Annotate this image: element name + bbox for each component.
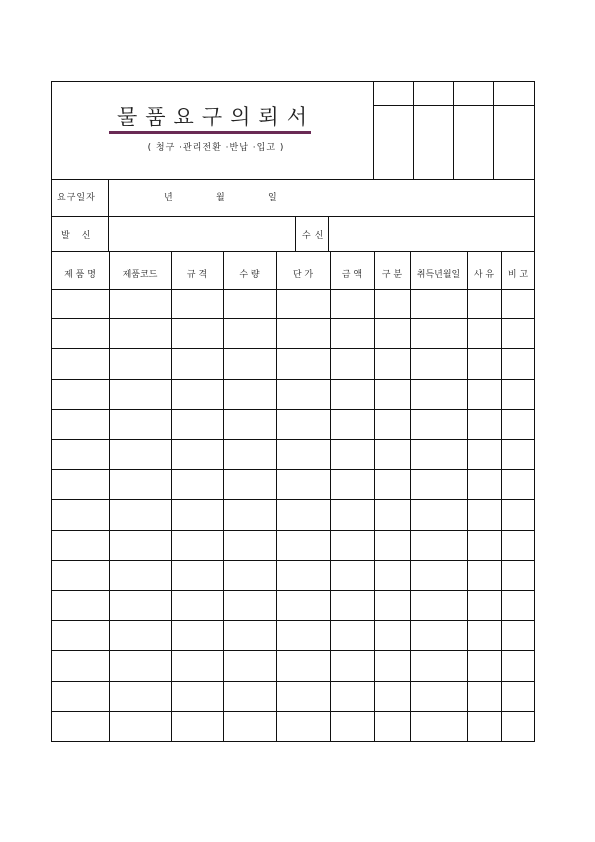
table-cell[interactable]	[501, 712, 535, 742]
column-divider	[171, 251, 172, 742]
table-cell[interactable]	[467, 651, 501, 680]
table-cell[interactable]	[501, 531, 535, 560]
table-cell[interactable]	[330, 651, 374, 680]
table-cell[interactable]	[501, 349, 535, 378]
table-cell[interactable]	[410, 621, 467, 650]
table-cell[interactable]	[467, 591, 501, 620]
form-subtitle: ( 청구 ·관리전환 ·반납 ·입고 )	[147, 143, 285, 153]
date-month-label: 월	[216, 193, 231, 203]
table-cell[interactable]	[330, 319, 374, 348]
table-cell[interactable]	[467, 561, 501, 590]
table-cell[interactable]	[374, 651, 410, 680]
table-cell[interactable]	[374, 591, 410, 620]
table-cell[interactable]	[109, 591, 171, 620]
table-cell[interactable]	[223, 712, 276, 742]
table-cell[interactable]	[410, 349, 467, 378]
request-form	[51, 81, 535, 742]
table-cell[interactable]	[374, 440, 410, 469]
table-cell[interactable]	[410, 319, 467, 348]
table-cell[interactable]	[109, 682, 171, 711]
table-cell[interactable]	[330, 500, 374, 529]
table-cell[interactable]	[171, 621, 223, 650]
table-cell[interactable]	[171, 410, 223, 439]
column-header: 수 량	[239, 270, 260, 280]
table-cell[interactable]	[171, 712, 223, 742]
table-cell[interactable]	[171, 319, 223, 348]
table-cell[interactable]	[374, 531, 410, 560]
table-cell[interactable]	[223, 561, 276, 590]
table-cell[interactable]	[501, 410, 535, 439]
table-cell[interactable]	[410, 380, 467, 409]
table-cell[interactable]	[276, 561, 330, 590]
table-cell[interactable]	[171, 561, 223, 590]
table-cell[interactable]	[501, 319, 535, 348]
table-cell[interactable]	[276, 289, 330, 318]
table-cell[interactable]	[501, 591, 535, 620]
column-divider	[501, 251, 502, 742]
table-cell[interactable]	[501, 470, 535, 499]
column-divider	[223, 251, 224, 742]
table-row	[51, 319, 535, 349]
table-body	[51, 289, 535, 742]
table-cell[interactable]	[223, 380, 276, 409]
table-cell[interactable]	[51, 561, 109, 590]
table-cell[interactable]	[109, 651, 171, 680]
table-cell[interactable]	[51, 682, 109, 711]
table-cell[interactable]	[171, 500, 223, 529]
table-cell[interactable]	[109, 289, 171, 318]
table-cell[interactable]	[410, 561, 467, 590]
approval-box-divider	[493, 81, 494, 179]
table-cell[interactable]	[51, 651, 109, 680]
table-row	[51, 621, 535, 651]
table-cell[interactable]	[109, 470, 171, 499]
table-cell[interactable]	[410, 440, 467, 469]
table-cell[interactable]	[330, 410, 374, 439]
table-cell[interactable]	[223, 531, 276, 560]
table-cell[interactable]	[467, 289, 501, 318]
table-cell[interactable]	[276, 682, 330, 711]
table-cell[interactable]	[501, 380, 535, 409]
table-cell[interactable]	[467, 621, 501, 650]
table-cell[interactable]	[374, 319, 410, 348]
table-cell[interactable]	[51, 621, 109, 650]
title-underline	[109, 131, 311, 134]
table-cell[interactable]	[51, 410, 109, 439]
table-cell[interactable]	[501, 440, 535, 469]
table-cell[interactable]	[501, 682, 535, 711]
table-cell[interactable]	[330, 470, 374, 499]
table-cell[interactable]	[223, 500, 276, 529]
column-header: 제품코드	[122, 270, 158, 280]
table-cell[interactable]	[109, 531, 171, 560]
table-row	[51, 349, 535, 379]
column-divider	[109, 251, 110, 742]
table-cell[interactable]	[276, 440, 330, 469]
table-cell[interactable]	[276, 319, 330, 348]
approval-box-divider	[413, 81, 414, 179]
table-cell[interactable]	[330, 621, 374, 650]
table-cell[interactable]	[374, 410, 410, 439]
table-cell[interactable]	[109, 621, 171, 650]
table-cell[interactable]	[171, 651, 223, 680]
column-divider	[330, 251, 331, 742]
table-cell[interactable]	[109, 712, 171, 742]
table-cell[interactable]	[410, 712, 467, 742]
table-cell[interactable]	[223, 410, 276, 439]
table-cell[interactable]	[467, 712, 501, 742]
form-title: 물품요구의뢰서	[116, 105, 315, 129]
table-row	[51, 500, 535, 530]
table-cell[interactable]	[410, 410, 467, 439]
table-cell[interactable]	[51, 319, 109, 348]
table-cell[interactable]	[51, 440, 109, 469]
date-year-label: 년	[164, 193, 179, 203]
table-row	[51, 531, 535, 561]
table-cell[interactable]	[171, 591, 223, 620]
column-divider	[467, 251, 468, 742]
column-header: 금 액	[341, 270, 363, 280]
table-cell[interactable]	[276, 591, 330, 620]
table-cell[interactable]	[171, 349, 223, 378]
table-cell[interactable]	[330, 561, 374, 590]
table-cell[interactable]	[51, 349, 109, 378]
table-cell[interactable]	[51, 470, 109, 499]
table-cell[interactable]	[276, 531, 330, 560]
table-cell[interactable]	[467, 319, 501, 348]
table-cell[interactable]	[171, 380, 223, 409]
table-cell[interactable]	[467, 349, 501, 378]
table-cell[interactable]	[374, 621, 410, 650]
table-cell[interactable]	[171, 470, 223, 499]
label-divider	[328, 216, 329, 251]
table-cell[interactable]	[374, 500, 410, 529]
table-cell[interactable]	[276, 500, 330, 529]
table-cell[interactable]	[51, 712, 109, 742]
column-header: 제 품 명	[64, 270, 96, 280]
table-cell[interactable]	[501, 561, 535, 590]
table-cell[interactable]	[276, 621, 330, 650]
table-cell[interactable]	[467, 440, 501, 469]
table-row	[51, 651, 535, 681]
table-cell[interactable]	[330, 289, 374, 318]
row-divider	[51, 179, 535, 180]
table-cell[interactable]	[51, 380, 109, 409]
column-header: 구 분	[381, 270, 403, 280]
table-cell[interactable]	[374, 470, 410, 499]
table-cell[interactable]	[171, 682, 223, 711]
table-cell[interactable]	[109, 410, 171, 439]
receiver-label: 수신	[302, 231, 328, 241]
table-cell[interactable]	[51, 531, 109, 560]
label-divider	[108, 216, 109, 251]
table-cell[interactable]	[467, 500, 501, 529]
table-cell[interactable]	[276, 380, 330, 409]
column-divider	[276, 251, 277, 742]
approval-box-header-line	[373, 105, 535, 106]
table-cell[interactable]	[501, 621, 535, 650]
table-cell[interactable]	[374, 289, 410, 318]
table-cell[interactable]	[374, 712, 410, 742]
table-cell[interactable]	[276, 651, 330, 680]
label-divider	[108, 179, 109, 216]
column-divider	[410, 251, 411, 742]
table-cell[interactable]	[223, 440, 276, 469]
table-cell[interactable]	[374, 349, 410, 378]
table-cell[interactable]	[330, 380, 374, 409]
table-cell[interactable]	[171, 531, 223, 560]
table-cell[interactable]	[410, 591, 467, 620]
table-cell[interactable]	[223, 682, 276, 711]
column-header: 규 격	[186, 270, 208, 280]
table-cell[interactable]	[109, 500, 171, 529]
row-divider	[51, 216, 535, 217]
table-cell[interactable]	[223, 319, 276, 348]
table-row	[51, 470, 535, 500]
column-header: 취득년월일	[416, 270, 461, 280]
table-cell[interactable]	[467, 531, 501, 560]
request-date-label: 요구일자	[57, 193, 96, 203]
column-header: 비 고	[507, 270, 529, 280]
table-row	[51, 289, 535, 319]
table-top-line	[51, 251, 535, 252]
column-header: 사 유	[473, 270, 495, 280]
table-cell[interactable]	[410, 531, 467, 560]
table-cell[interactable]	[51, 500, 109, 529]
approval-box-divider	[453, 81, 454, 179]
table-cell[interactable]	[374, 561, 410, 590]
table-cell[interactable]	[109, 561, 171, 590]
table-cell[interactable]	[109, 440, 171, 469]
table-cell[interactable]	[467, 682, 501, 711]
table-row	[51, 380, 535, 410]
table-cell[interactable]	[51, 591, 109, 620]
table-cell[interactable]	[467, 470, 501, 499]
table-cell[interactable]	[410, 500, 467, 529]
column-header: 단 가	[292, 270, 314, 280]
table-row	[51, 561, 535, 591]
table-cell[interactable]	[223, 591, 276, 620]
table-row	[51, 440, 535, 470]
table-cell[interactable]	[501, 500, 535, 529]
date-day-label: 일	[268, 193, 283, 203]
table-cell[interactable]	[410, 289, 467, 318]
table-cell[interactable]	[51, 289, 109, 318]
table-cell[interactable]	[276, 349, 330, 378]
approval-box-border	[373, 81, 374, 179]
table-cell[interactable]	[410, 682, 467, 711]
table-cell[interactable]	[223, 651, 276, 680]
table-cell[interactable]	[330, 591, 374, 620]
table-cell[interactable]	[374, 380, 410, 409]
table-cell[interactable]	[501, 651, 535, 680]
table-cell[interactable]	[467, 380, 501, 409]
table-row	[51, 410, 535, 440]
table-cell[interactable]	[330, 712, 374, 742]
table-cell[interactable]	[374, 682, 410, 711]
table-row	[51, 591, 535, 621]
column-divider	[374, 251, 375, 742]
table-cell[interactable]	[223, 470, 276, 499]
table-cell[interactable]	[410, 470, 467, 499]
table-cell[interactable]	[171, 440, 223, 469]
table-cell[interactable]	[171, 289, 223, 318]
table-cell[interactable]	[223, 349, 276, 378]
table-cell[interactable]	[276, 712, 330, 742]
table-row	[51, 682, 535, 712]
table-cell[interactable]	[109, 349, 171, 378]
table-cell[interactable]	[410, 651, 467, 680]
table-cell[interactable]	[330, 682, 374, 711]
table-cell[interactable]	[109, 319, 171, 348]
table-cell[interactable]	[330, 531, 374, 560]
table-cell[interactable]	[330, 349, 374, 378]
label-divider	[295, 216, 296, 251]
table-cell[interactable]	[330, 440, 374, 469]
table-row	[51, 712, 535, 742]
table-cell[interactable]	[467, 410, 501, 439]
table-cell[interactable]	[276, 470, 330, 499]
table-cell[interactable]	[109, 380, 171, 409]
table-cell[interactable]	[223, 289, 276, 318]
table-cell[interactable]	[501, 289, 535, 318]
table-cell[interactable]	[276, 410, 330, 439]
table-cell[interactable]	[223, 621, 276, 650]
sender-label: 발신	[61, 231, 103, 241]
